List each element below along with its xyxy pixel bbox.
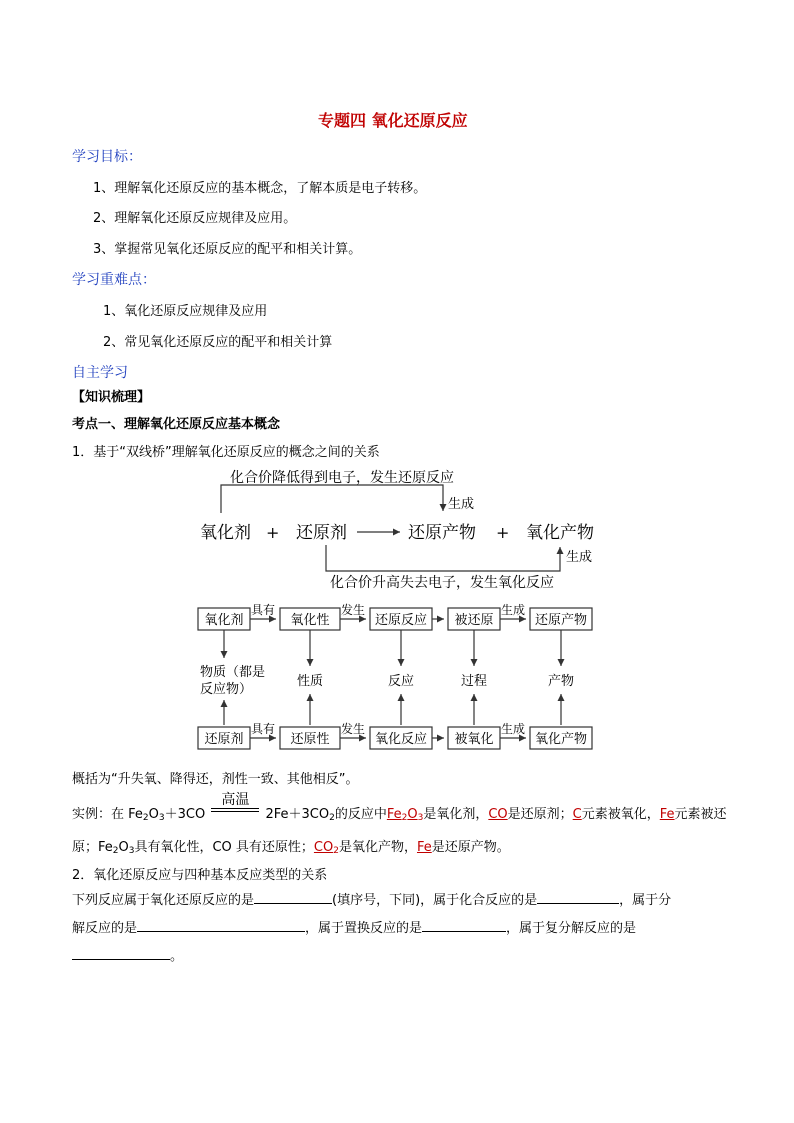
blank-redox[interactable] — [254, 891, 332, 904]
bridge-sheng-cheng-1: 生成 — [448, 497, 475, 512]
flow-arrow-label: 生成 — [500, 722, 526, 736]
page-title: 专题四 氧化还原反应 — [318, 111, 468, 130]
flow-box-ox-product: 氧化产物 — [534, 732, 588, 747]
blank-combination[interactable] — [537, 891, 619, 904]
flow-arrow-label: 具有 — [250, 603, 276, 617]
flow-box-oxidant: 氧化剂 — [204, 613, 244, 628]
double-bridge-diagram — [190, 463, 610, 593]
knowledge-heading: 【知识梳理】 — [72, 390, 151, 405]
bridge-ox-product: 氧化产物 — [526, 523, 594, 543]
self-study-heading: 自主学习 — [72, 365, 128, 381]
key-heading: 学习重难点： — [72, 272, 156, 288]
flow-box-red-product: 还原产物 — [534, 613, 588, 628]
kaodian-heading: 考点一、理解氧化还原反应基本概念 — [72, 417, 281, 432]
bridge-bottom-label: 化合价升高失去电子，发生氧化反应 — [330, 575, 554, 591]
bridge-sheng-cheng-2: 生成 — [566, 550, 593, 565]
bridge-plus-1: + — [266, 523, 280, 542]
key-point-2: 2、常见氧化还原反应的配平和相关计算 — [103, 335, 333, 350]
flow-box-reduction: 还原反应 — [374, 613, 428, 628]
flow-arrow-label: 具有 — [250, 722, 276, 736]
blank-displacement[interactable] — [422, 919, 506, 932]
co-answer: CO — [488, 807, 508, 822]
blank-double-decomposition[interactable] — [72, 947, 170, 960]
flow-arrow-label: 发生 — [340, 603, 366, 617]
blank-decomposition[interactable] — [137, 919, 305, 932]
flow-mid-reaction: 反应 — [387, 674, 415, 689]
goal-2: 2、理解氧化还原反应规律及应用。 — [93, 211, 297, 226]
goal-3: 3、掌握常见氧化还原反应的配平和相关计算。 — [93, 242, 362, 257]
fe-product-answer: Fe — [416, 840, 432, 855]
flow-mid-process: 过程 — [460, 674, 488, 689]
flow-box-oxidized: 被氧化 — [454, 732, 494, 747]
flow-arrow-label: 生成 — [500, 603, 526, 617]
example-line-2: 原；$Fe_2O_3$具有氧化性，CO 具有还原性；$CO_2$是氧化产物，Fe是还原产物。 — [72, 840, 510, 856]
flow-mid-product: 产物 — [547, 674, 575, 689]
bridge-oxidant: 氧化剂 — [200, 523, 251, 543]
bridge-top-label: 化合价降低得到电子，发生还原反应 — [230, 470, 454, 486]
flow-arrow-label: 发生 — [340, 722, 366, 736]
item-2: 2．氧化还原反应与四种基本反应类型的关系 — [72, 868, 328, 883]
flow-mid-property: 性质 — [296, 674, 324, 689]
key-point-1: 1、氧化还原反应规律及应用 — [103, 304, 268, 319]
flow-box-reducing: 还原性 — [290, 732, 330, 747]
flow-box-reductant: 还原剂 — [204, 732, 244, 747]
fe-answer: Fe — [659, 807, 675, 822]
bridge-plus-2: + — [496, 523, 510, 542]
bridge-red-product: 还原产物 — [408, 523, 476, 543]
question-line-1: 下列反应属于氧化还原反应的是 (填序号，下同)，属于化合反应的是 ，属于分 — [72, 893, 672, 908]
flow-mid-substance-2: 反应物） — [200, 682, 253, 697]
goals-heading: 学习目标： — [72, 149, 142, 165]
flow-mid-substance-1: 物质（都是 — [200, 665, 266, 680]
summary-text: 概括为“升失氧、降得还，剂性一致、其他相反”。 — [72, 772, 359, 787]
flow-box-reduced: 被还原 — [454, 613, 494, 628]
flow-box-oxidizing: 氧化性 — [290, 613, 330, 628]
item-1: 1．基于“双线桥”理解氧化还原反应的概念之间的关系 — [72, 445, 380, 460]
fe2o3-answer: $Fe_2O_3$ — [386, 807, 424, 823]
goal-1: 1、理解氧化还原反应的基本概念，了解本质是电子转移。 — [93, 181, 427, 196]
question-line-3: 。 — [72, 945, 183, 964]
flow-chart — [190, 600, 610, 760]
reaction-condition: 高温 — [209, 803, 261, 818]
c-answer: C — [572, 807, 582, 822]
question-line-2: 解反应的是 ，属于置换反应的是 ，属于复分解反应的是 — [72, 921, 637, 936]
example-line-1: 实例：在 $Fe_2O_3+3CO$ 高温 $2Fe+3CO_2$的反应中$Fe_2O_3$是氧化剂，CO是还原剂；C元素被氧化，Fe元素被还 — [72, 792, 727, 823]
bridge-reductant: 还原剂 — [296, 523, 347, 543]
co2-answer: $CO_2$ — [313, 840, 339, 856]
flow-box-oxidation: 氧化反应 — [374, 732, 428, 747]
